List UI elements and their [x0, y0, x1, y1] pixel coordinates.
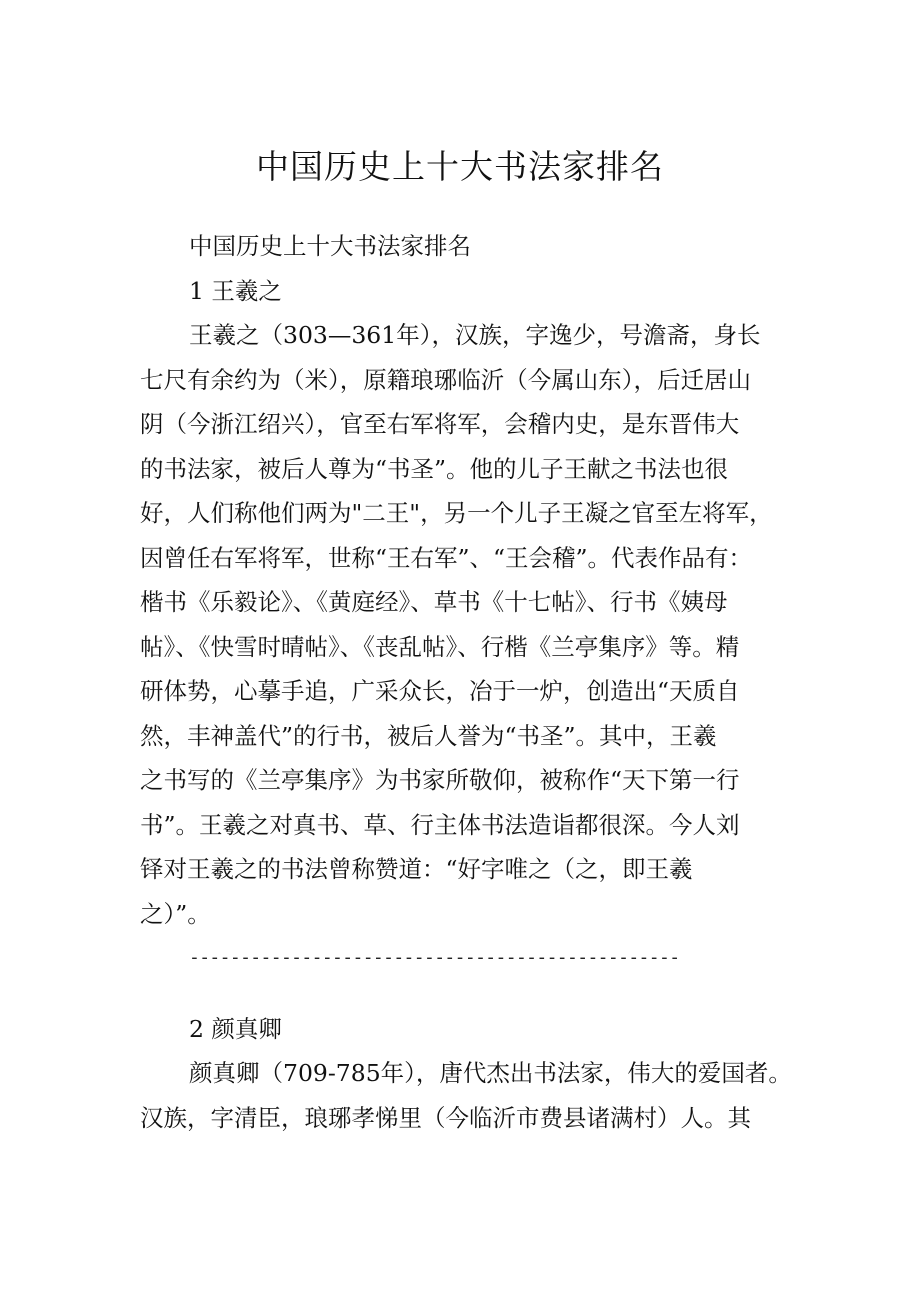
spacer: [140, 981, 790, 1007]
paragraph-line: 之）”。: [140, 899, 211, 928]
separator-line: ------------------------------------------------: [189, 947, 680, 968]
paragraph-line: 好，人们称他们两为"二王"，另一个儿子王凝之官至左将军，: [140, 499, 773, 527]
paragraph-line: 研体势，心摹手追，广采众长，冶于一炉，创造出“天质自: [140, 677, 740, 705]
document-body: [140, 224, 790, 1140]
paragraph-line: 王羲之（303—361年），汉族，字逸少，号澹斋，身长: [189, 321, 761, 349]
paragraph-line: 七尺有余约为（米），原籍琅琊临沂（今属山东），后迁居山: [140, 365, 751, 394]
intro-heading: 中国历史上十大书法家排名: [189, 232, 471, 260]
paragraph-line: 因曾任右军将军，世称“王右军”、“王会稽”。代表作品有：: [140, 543, 753, 572]
paragraph-line: 书”。王羲之对真书、草、行主体书法造诣都很深。今人刘: [140, 810, 740, 839]
paragraph-line: 之书写的《兰亭集序》为书家所敬仰，被称作“天下第一行: [140, 766, 740, 794]
paragraph-line: 阴（今浙江绍兴），官至右军将军，会稽内史，是东晋伟大: [140, 410, 740, 438]
document-title: 中国历史上十大书法家排名: [256, 147, 664, 186]
paragraph-line: 汉族，字清臣，琅琊孝悌里（今临沂市费县诸满村）人。其: [140, 1103, 751, 1132]
paragraph-line: 然，丰神盖代”的行书，被后人誉为“书圣”。其中，王羲: [140, 721, 717, 750]
paragraph-line: 铎对王羲之的书法曾称赞道：“好字唯之（之，即王羲: [140, 855, 693, 883]
paragraph-line: 楷书《乐毅论》、《黄庭经》、草书《十七帖》、行书《姨母: [140, 588, 728, 616]
section-heading: 1 王羲之: [189, 276, 282, 305]
paragraph-line: 帖》、《快雪时晴帖》、《丧乱帖》、行楷《兰亭集序》等。精: [140, 632, 740, 661]
section-heading: 2 颜真卿: [189, 1014, 282, 1043]
paragraph-line: 颜真卿（709-785年），唐代杰出书法家，伟大的爱国者。: [189, 1059, 792, 1087]
paragraph-line: 的书法家，被后人尊为“书圣”。他的儿子王献之书法也很: [140, 454, 729, 483]
